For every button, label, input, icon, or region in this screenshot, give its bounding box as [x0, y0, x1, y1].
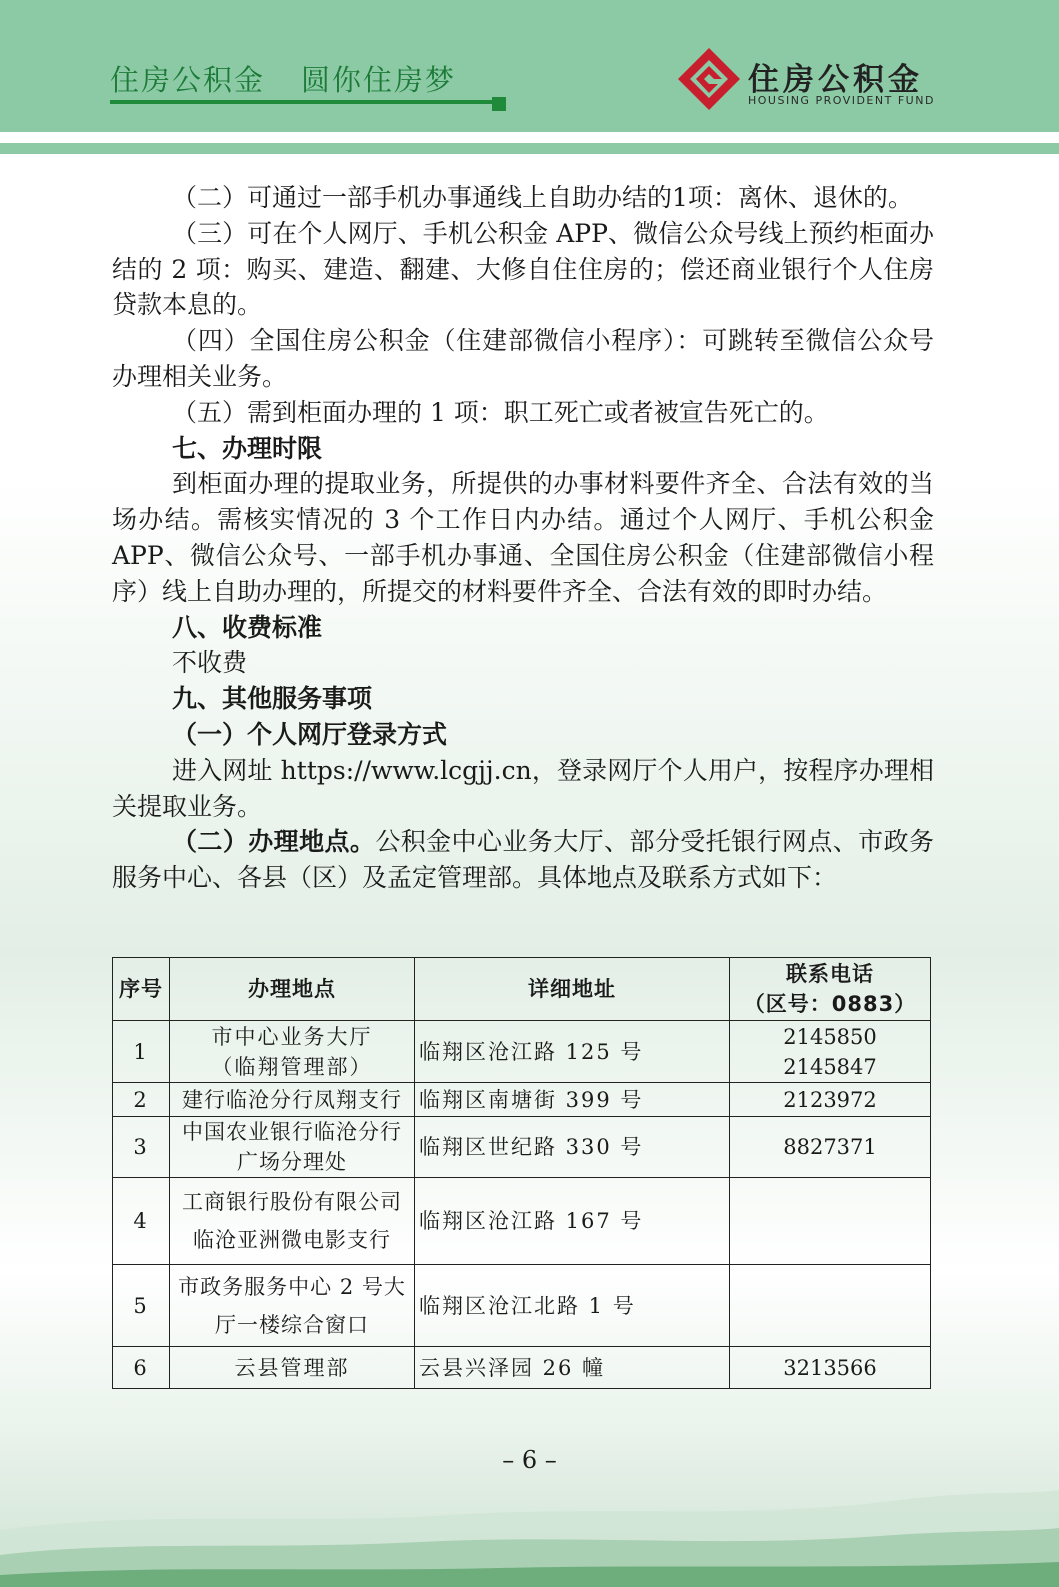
paragraph	[112, 824, 934, 896]
cell-site-line1: 中国农业银行临沧分行	[182, 1120, 402, 1144]
table-header-row	[113, 958, 931, 1021]
slogan-part2: 圆你住房梦	[301, 63, 457, 97]
cell-no: 6	[113, 1347, 170, 1389]
cell-address: 临翔区沧江路 167 号	[415, 1178, 730, 1265]
cell-site-line1: 工商银行股份有限公司	[182, 1190, 402, 1214]
logo-subtitle: HOUSING PROVIDENT FUND	[748, 94, 935, 107]
section-heading: 八、收费标准	[172, 612, 323, 642]
table-row	[113, 1117, 931, 1178]
housing-fund-logo-icon	[674, 44, 744, 114]
cell-phone: 8827371	[730, 1117, 931, 1178]
section-heading: 九、其他服务事项	[172, 684, 373, 714]
service-locations-table	[112, 957, 931, 1389]
paragraph: 到柜面办理的提取业务，所提供的办事材料要件齐全、合法有效的当场办结。需核实情况的 3 个工作日内办结。通过个人网厅、手机公积金 APP、微信公众号、一部手机办事通、全国住房公积金（住建部微信小程序）线上自助办理的，所提交的材料要件齐全、合法有效的即时办结。	[112, 469, 934, 606]
cell-site	[170, 1265, 415, 1347]
cell-site: 云县管理部	[170, 1347, 415, 1389]
cell-address: 临翔区世纪路 330 号	[415, 1117, 730, 1178]
cell-no: 2	[113, 1083, 170, 1117]
header-phone	[730, 958, 931, 1021]
paragraph: 不收费	[172, 648, 248, 678]
header-site: 办理地点	[170, 958, 415, 1021]
paragraph: （五）需到柜面办理的 1 项：职工死亡或者被宣告死亡的。	[172, 397, 829, 427]
cell-no: 5	[113, 1265, 170, 1347]
cell-address: 临翔区沧江北路 1 号	[415, 1265, 730, 1347]
cell-no: 4	[113, 1178, 170, 1265]
paragraph: （三）可在个人网厅、手机公积金 APP、微信公众号线上预约柜面办结的 2 项：购买、建造、翻建、大修自住住房的；偿还商业银行个人住房贷款本息的。	[112, 218, 934, 320]
table-row	[113, 1083, 931, 1117]
cell-no: 3	[113, 1117, 170, 1178]
cell-site: 建行临沧分行凤翔支行	[170, 1083, 415, 1117]
header-no: 序号	[113, 958, 170, 1021]
cell-site	[170, 1117, 415, 1178]
cell-no: 1	[113, 1021, 170, 1083]
paragraph: 进入网址 https://www.lcgjj.cn，登录网厅个人用户，按程序办理相关提取业务。	[112, 755, 934, 821]
cell-phone-line2: 2145847	[783, 1054, 877, 1079]
cell-address: 临翔区沧江路 125 号	[415, 1021, 730, 1083]
cell-site-line2: （临翔管理部）	[211, 1054, 373, 1079]
table-row	[113, 1265, 931, 1347]
cell-phone	[730, 1178, 931, 1265]
cell-phone-line1: 2145850	[783, 1024, 877, 1049]
cell-phone	[730, 1265, 931, 1347]
logo-title: 住房公积金	[748, 62, 923, 98]
body-text	[112, 180, 934, 896]
table-row	[113, 1021, 931, 1083]
cell-phone: 2123972	[730, 1083, 931, 1117]
cell-address: 云县兴泽园 26 幢	[415, 1347, 730, 1389]
inline-heading: （二）办理地点。	[172, 827, 376, 857]
slogan-part1: 住房公积金	[110, 63, 266, 97]
cell-site-line1: 市中心业务大厅	[211, 1024, 373, 1049]
paragraph-text: 公积金中心业务大厅、部分受托银行网点、市政务服务中心、各县（区）及孟定管理部。具体地点及联系方式如下：	[112, 827, 934, 893]
subsection-heading: （一）个人网厅登录方式	[172, 719, 448, 749]
cell-site-line2: 临沧亚洲微电影支行	[193, 1228, 391, 1252]
section-heading: 七、办理时限	[172, 433, 323, 463]
header-phone-line1: 联系电话	[786, 962, 874, 986]
table-row	[113, 1178, 931, 1265]
paragraph: （四）全国住房公积金（住建部微信小程序）：可跳转至微信公众号办理相关业务。	[112, 326, 934, 391]
cell-site-line1: 市政务服务中心 2 号大	[178, 1274, 406, 1299]
header-slogan	[110, 58, 456, 99]
cell-address: 临翔区南塘街 399 号	[415, 1083, 730, 1117]
cell-site-line2: 厅一楼综合窗口	[215, 1312, 369, 1337]
table-row	[113, 1347, 931, 1389]
cell-phone	[730, 1021, 931, 1083]
page-number: – 6 –	[502, 1446, 557, 1474]
slogan-underline	[110, 100, 493, 104]
header-address: 详细地址	[415, 958, 730, 1021]
cell-site	[170, 1178, 415, 1265]
header-strip	[0, 143, 1059, 154]
cell-phone: 3213566	[730, 1347, 931, 1389]
cell-site	[170, 1021, 415, 1083]
slogan-underline-end	[492, 97, 506, 111]
decorative-hills	[0, 1470, 1059, 1587]
cell-site-line2: 广场分理处	[237, 1150, 347, 1174]
paragraph: （二）可通过一部手机办事通线上自助办结的1项：离休、退休的。	[172, 183, 913, 212]
header-phone-line2: （区号：0883）	[743, 992, 917, 1016]
